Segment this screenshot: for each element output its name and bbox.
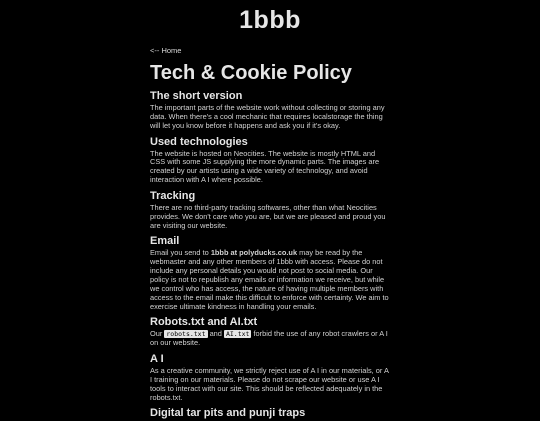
section-heading-email: Email [150, 235, 180, 248]
section-heading-used-technologies: Used technologies [150, 135, 248, 148]
section-text-email [150, 249, 390, 311]
robots-text-suffix: forbid the use of any robot crawlers or A I on our website. [150, 329, 388, 348]
policy-content [150, 46, 390, 421]
robots-txt-link[interactable]: robots.txt [166, 330, 206, 339]
section-text-short-version: The important parts of the website work without collecting or storing any data. When there's a cool mechanic that requires localstorage the thing will let you know before it happens and ask you if it's okay. [150, 103, 385, 130]
section-heading-tar-pits: Digital tar pits and punji traps [150, 407, 306, 420]
robots-text-prefix: Our [150, 329, 165, 339]
section-text-robots [150, 330, 390, 348]
section-heading-robots: Robots.txt and AI.txt [150, 316, 258, 329]
page-title: Tech & Cookie Policy [150, 62, 352, 84]
robots-text-middle: and [207, 329, 224, 339]
section-heading-tracking: Tracking [150, 189, 196, 202]
section-text-used-technologies: The website is hosted on Neocities. The website is mostly HTML and CSS with some JS supplying the more dynamic parts. The images are created by our artists using a wide variety of technology, and avoid interaction with A I where possible. [150, 148, 380, 185]
email-text-prefix: Email you send to [150, 248, 211, 258]
section-heading-ai: A I [150, 353, 164, 366]
section-heading-short-version: The short version [150, 90, 243, 102]
section-text-ai: As a creative community, we strictly reject use of A I in our materials, or A I training on our materials. Please do not scrape our website or use A I tools to interact with our site. This should be reflected adequately in the robots.txt. [150, 366, 389, 402]
ai-txt-link[interactable]: AI.txt [225, 330, 250, 339]
home-back-link[interactable]: <-- Home [150, 46, 182, 55]
section-text-tracking: There are no third-party tracking softwares, other than what Neocities provides. We don't care who you are, but we are pleased and proud you are visiting our website. [150, 202, 386, 230]
email-address: 1bbb at polyducks.co.uk [210, 248, 298, 258]
site-title: 1bbb [239, 6, 301, 34]
email-text-suffix: may be read by the webmaster and any other members of 1bbb with access. Please do not include any personal details you would not post to social media. Our policy is not to republish any emails or information we receive, but while we control who has access, the nature of having multiple members with access to the email make this difficult to enforce with certainty. We aim to exercise ultimate kindness in handling your emails. [150, 248, 389, 311]
